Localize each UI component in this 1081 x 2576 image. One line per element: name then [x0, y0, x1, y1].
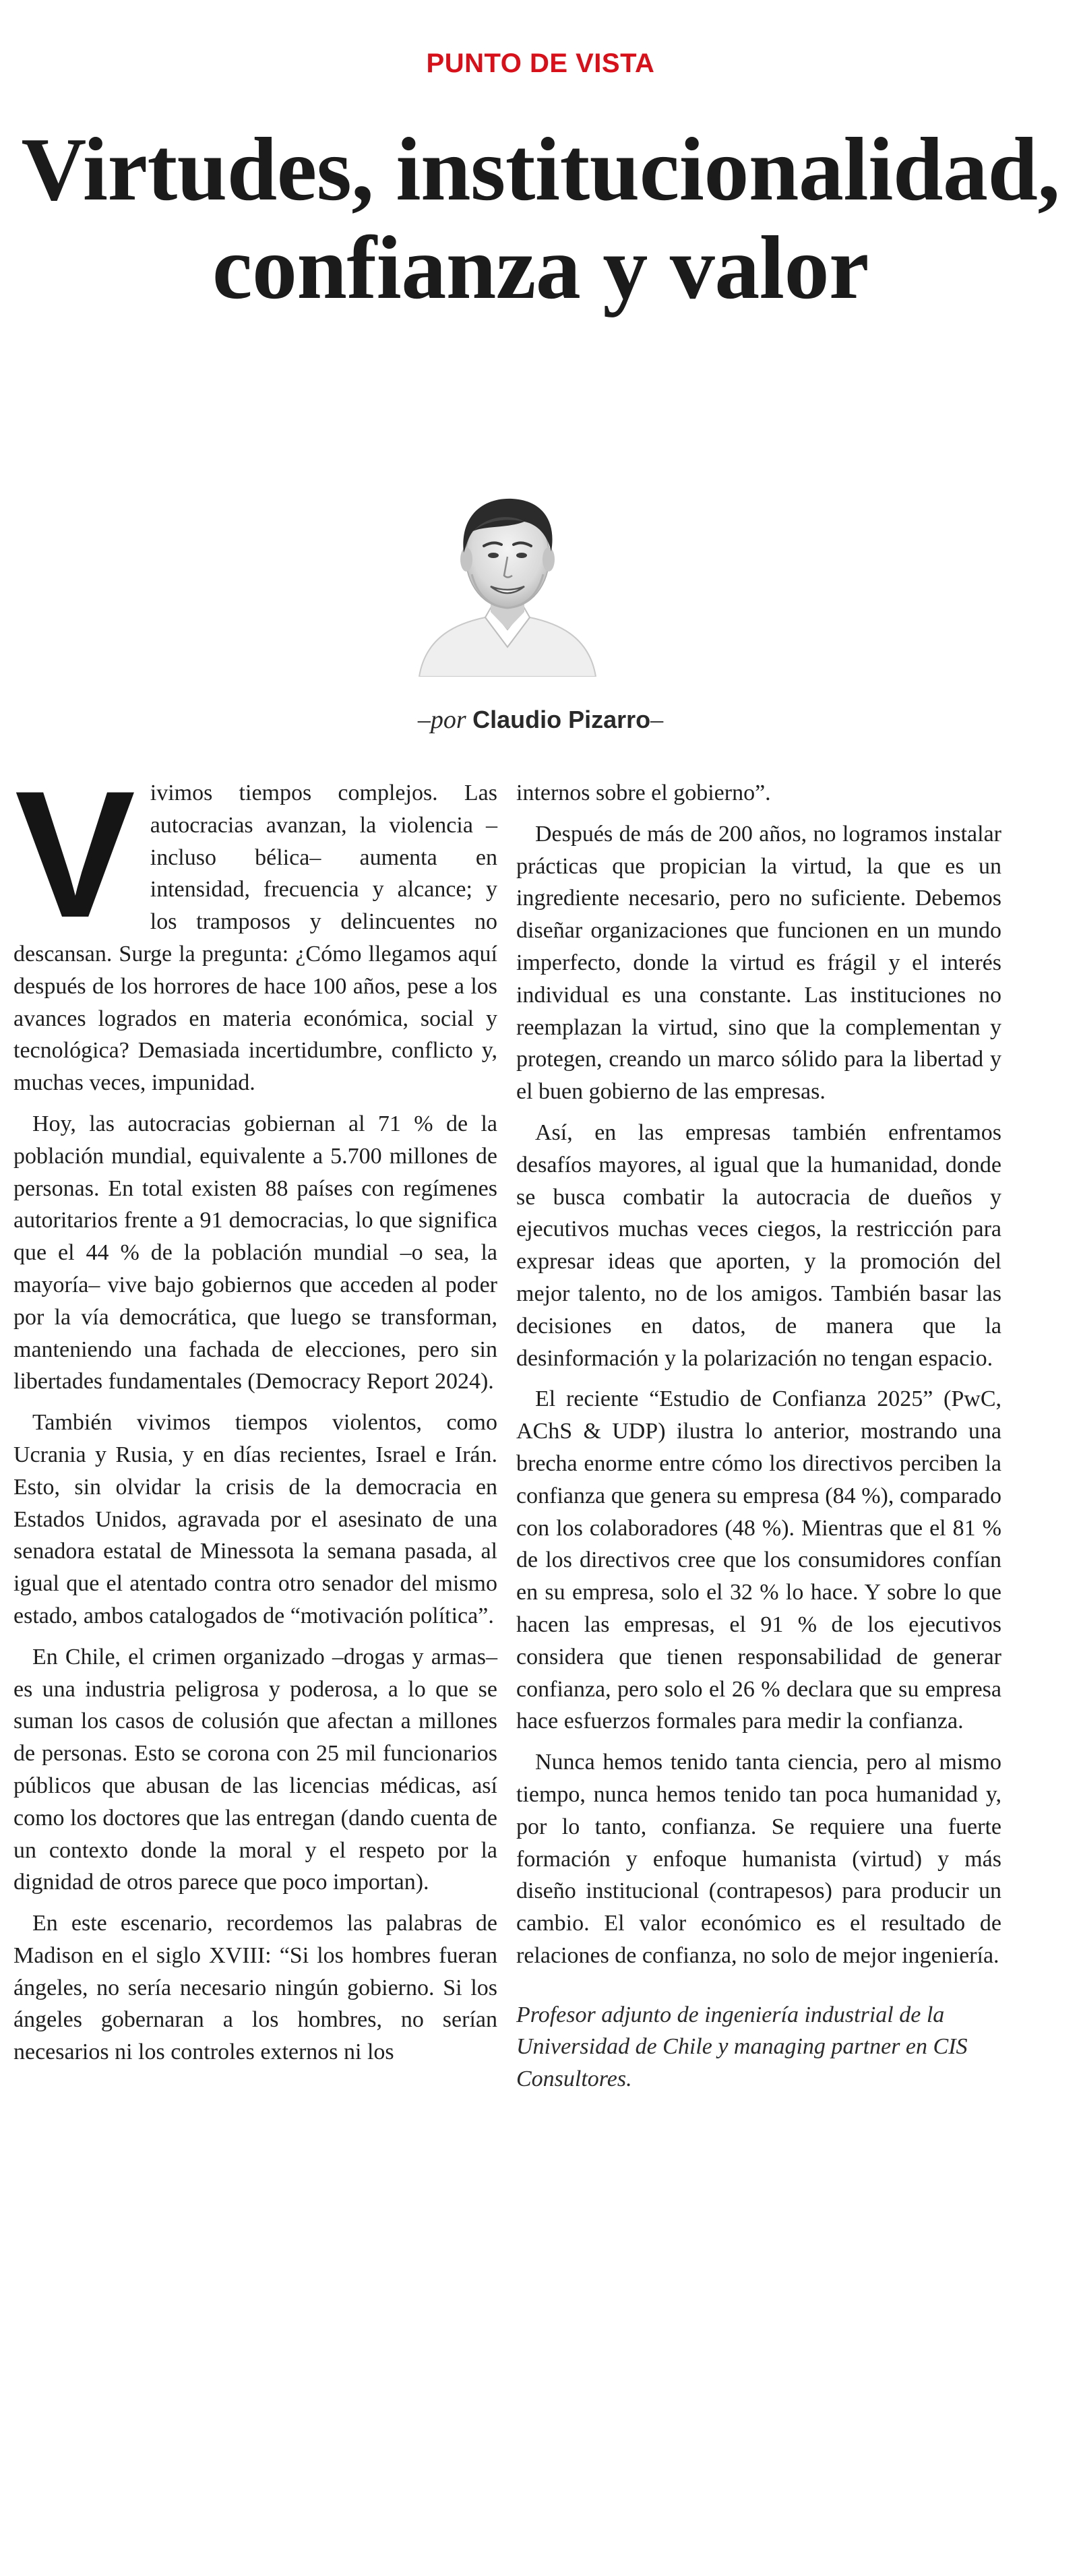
article-column-right — [516, 777, 1001, 2104]
paragraph-6: Después de más de 200 años, no logramos instalar prácticas que propician la virtud, la que es un ingrediente necesario, pero no suficiente. Debemos diseñar organizaciones que funcionen en un mundo imperfecto, donde la virtud es frágil y el interés individual es una constante. Las instituciones no reemplazan la virtud, sino que la complementan y protegen, creando un marco sólido para la libertad y el buen gobierno de las empresas. — [516, 821, 1001, 1105]
paragraph-8: El reciente “Estudio de Confianza 2025” (PwC, AChS & UDP) ilustra lo anterior, mostrando una brecha enorme entre cómo los directivos perciben la confianza que genera su empresa (84 %), comparado con los colaboradores (48 %). Mientras que el 81 % de los directivos cree que los consumidores confían en su empresa, solo el 32 % lo hace. Y sobre lo que hacen las empresas, el 91 % de los ejecutivos considera que tienen responsabilidad de generar confianza, pero solo el 26 % declara que su empresa hace esfuerzos formales para medir la confianza. — [516, 1386, 1001, 1734]
paragraph-5-start: En este escenario, recordemos las palabras de Madison en el siglo XVIII: “Si los hombres fueran ángeles, no sería necesario ningún gobierno. Si los ángeles gobernaran a los hombres, no serían necesarios ni los controles externos ni los — [13, 1911, 497, 2065]
paragraph-3: También vivimos tiempos violentos, como Ucrania y Rusia, y en días recientes, Israel e Irán. Esto, sin olvidar la crisis de la democracia en Estados Unidos, agravada por el asesinato de una senadora estatal de Minessota la semana pasada, al igual que el atentado contra otro senador del mismo estado, ambos catalogados de “motivación política”. — [13, 1410, 497, 1628]
paragraph-4: En Chile, el crimen organizado –drogas y armas– es una industria peligrosa y poderosa, a lo que se suman los casos de colusión que afectan a millones de personas. Esto se corona con 25 mil funcionarios públicos que abusan de las licencias médicas, así como los doctores que las entregan (dando cuenta de un contexto donde la moral y el respeto por la dignidad de otros parece que poco importan). — [13, 1644, 497, 1895]
section-label: PUNTO DE VISTA — [426, 49, 655, 78]
byline — [0, 705, 1081, 735]
author-name: Claudio Pizarro — [472, 706, 651, 733]
byline-suffix: – — [650, 706, 664, 734]
paragraph-1 — [13, 753, 497, 1099]
paragraph-7: Así, en las empresas también enfrentamos desafíos mayores, al igual que la humanidad, donde se busca combatir la autocracia de dueños y ejecutivos muchas veces ciegos, la restricción para expresar ideas que aporten, y la promoción del mejor talento, no de los amigos. También basar las decisiones en datos, de manera que la desinformación y la polarización no tengan espacio. — [516, 1120, 1001, 1371]
author-bio: Profesor adjunto de ingeniería industrial de la Universidad de Chile y managing partner en CIS Consultores. — [516, 2002, 968, 2092]
portrait-illustration — [406, 473, 609, 677]
article-column-left — [13, 753, 497, 2077]
drop-cap: V — [15, 753, 135, 955]
paragraph-5-end: internos sobre el gobierno”. — [516, 780, 771, 805]
author-portrait — [406, 473, 609, 677]
paragraph-2: Hoy, las autocracias gobiernan al 71 % de la población mundial, equivalente a 5.700 millones de personas. En total existen 88 países con regímenes autoritarios frente a 91 democracias, lo que significa que el 44 % de la población mundial –o sea, la mayoría– vive bajo gobiernos que acceden al poder por la vía democrática, que luego se transforman, manteniendo una fachada de elecciones, pero sin libertades fundamentales (Democracy Report 2024). — [13, 1111, 497, 1394]
headline: Virtudes, institucionalidad, confianza y valor — [21, 119, 1060, 317]
byline-prefix: –por — [417, 706, 466, 734]
paragraph-9: Nunca hemos tenido tanta ciencia, pero al mismo tiempo, nunca hemos tenido tan poca humanidad y, por lo tanto, confianza. Se requiere una fuerte formación y enfoque humanista (virtud) y más diseño institucional (contrapesos) para producir un cambio. El valor económico es el resultado de relaciones de confianza, no solo de mejor ingeniería. — [516, 1750, 1001, 1968]
paragraph-1-text: ivimos tiempos complejos. Las autocracias avanzan, la violencia –incluso bélica– aumenta en intensidad, frecuencia y alcance; y los tramposos y delincuentes no descansan. Surge la pregunta: ¿Cómo llegamos aquí después de los horrores de hace 100 años, pese a los avances logrados en materia económica, social y tecnológica? Demasiada incertidumbre, conflicto y, muchas veces, impunidad. — [13, 780, 497, 1096]
